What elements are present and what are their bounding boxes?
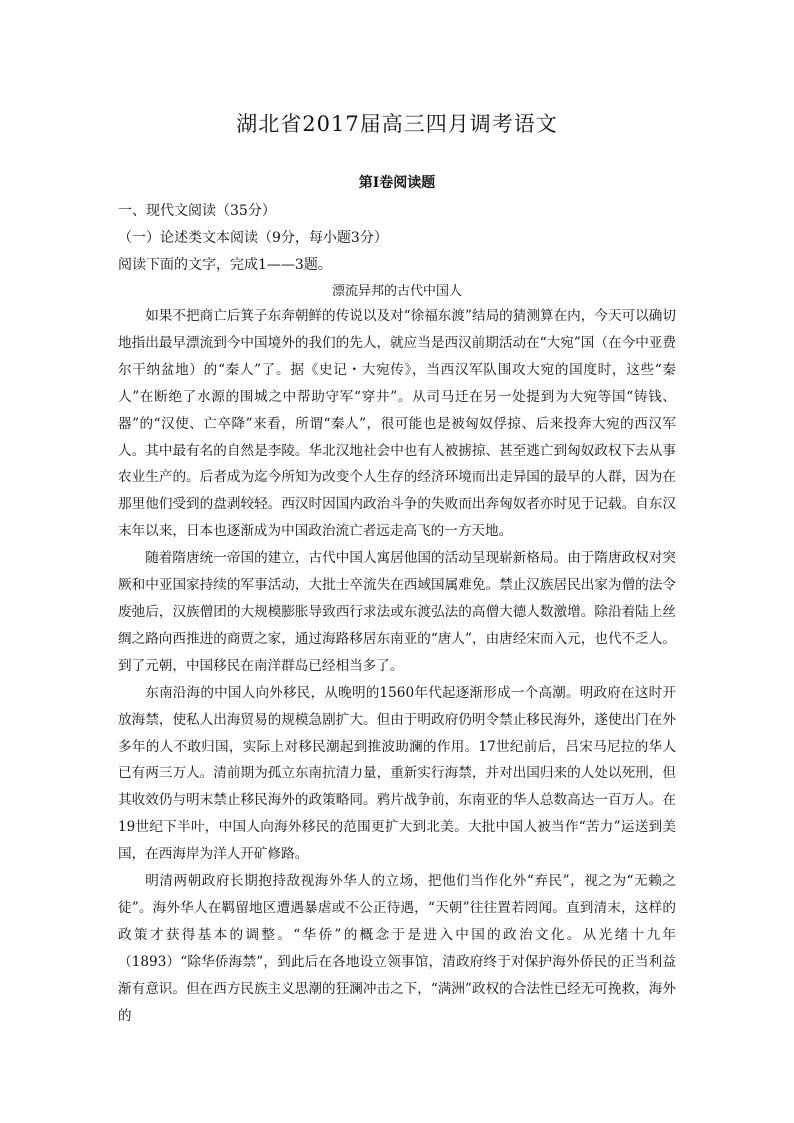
exam-title: 湖北省2017届高三四月调考语文 (236, 112, 558, 136)
instruction-text: 阅读下面的文字，完成1——3题。 (118, 257, 332, 273)
article-body (118, 303, 676, 1029)
part-heading: 一、现代文阅读（35分） (118, 203, 276, 219)
article-paragraph-3: 东南沿海的中国人向外移民，从晚明的1560年代起逐渐形成一个高潮。明政府在这时开放海禁，使私人出海贸易的规模急剧扩大。但由于明政府仍明令禁止移民海外，遂使出门在外多年的人不敢归国，实际上对移民潮起到推波助澜的作用。17世纪前后，吕宋马尼拉的华人已有两三万人。清前期为孤立东南抗清力量，重新实行海禁，并对出国归来的人处以死刑，但其收效仍与明末禁止移民海外的政策略同。鸦片战争前，东南亚的华人总数高达一百万人。在19世纪下半叶，中国人向海外移民的范围更扩大到北美。大批中国人被当作“苦力”运送到美国，在西海岸为洋人开矿修路。 (118, 684, 676, 863)
article-paragraph-2: 随着隋唐统一帝国的建立，古代中国人寓居他国的活动呈现崭新格局。由于隋唐政权对突厥和中亚国家持续的军事活动，大批士卒流失在西域国属难免。禁止汉族居民出家为僧的法令废弛后，汉族僧团的大规模膨胀导致西行求法或东渡弘法的高僧大德人数激增。除沿着陆上丝绸之路向西推进的商贾之家，通过海路移居东南亚的“唐人”，由唐经宋而入元，也代不乏人。到了元朝，中国移民在南洋群岛已经相当多了。 (118, 550, 676, 674)
article-title: 漂流异邦的古代中国人 (331, 284, 462, 299)
section-title: 第I卷阅读题 (358, 175, 436, 191)
article-paragraph-4: 明清两朝政府长期抱持敌视海外华人的立场，把他们当作化外“弃民”，视之为“无赖之徒”。海外华人在羁留地区遭遇暴虐或不公正待遇，“天朝”往往置若罔闻。直到清末，这样的政策才获得基本的调整。“华侨”的概念于是进入中国的政治文化。从光绪十九年（1893）“除华侨海禁”，到此后在各地设立领事馆，清政府终于对保护海外侨民的正当利益渐有意识。但在西方民族主义思潮的狂澜冲击之下，“满洲”政权的合法性已经无可挽救，海外的 (118, 873, 676, 1024)
article-paragraph-1: 如果不把商亡后箕子东奔朝鲜的传说以及对“徐福东渡”结局的猜测算在内，今天可以确切地指出最早漂流到今中国境外的我们的先人，就应当是西汉前期活动在“大宛”国（在今中亚费尔干纳盆地）的“秦人”了。据《史记・大宛传》，当西汉军队围攻大宛的国度时，这些“秦人”在断绝了水源的围城之中帮助守军“穿井”。从司马迁在另一处提到为大宛等国“铸钱、器”的“汉使、亡卒降”来看，所谓“秦人”，很可能也是被匈奴俘掠、后来投奔大宛的西汉军人。其中最有名的自然是李陵。华北汉地社会中也有人被掳掠、甚至逃亡到匈奴政权下去从事农业生产的。后者成为迄今所知为改变个人生存的经济环境而出走异国的最早的人群，因为在那里他们受到的盘剥较轻。西汉时因国内政治斗争的失败而出奔匈奴者亦时见于记载。自东汉末年以来，日本也逐渐成为中国政治流亡者远走高飞的一方天地。 (118, 308, 676, 540)
subsection-heading: （一）论述类文本阅读（9分，每小题3分） (118, 230, 388, 246)
